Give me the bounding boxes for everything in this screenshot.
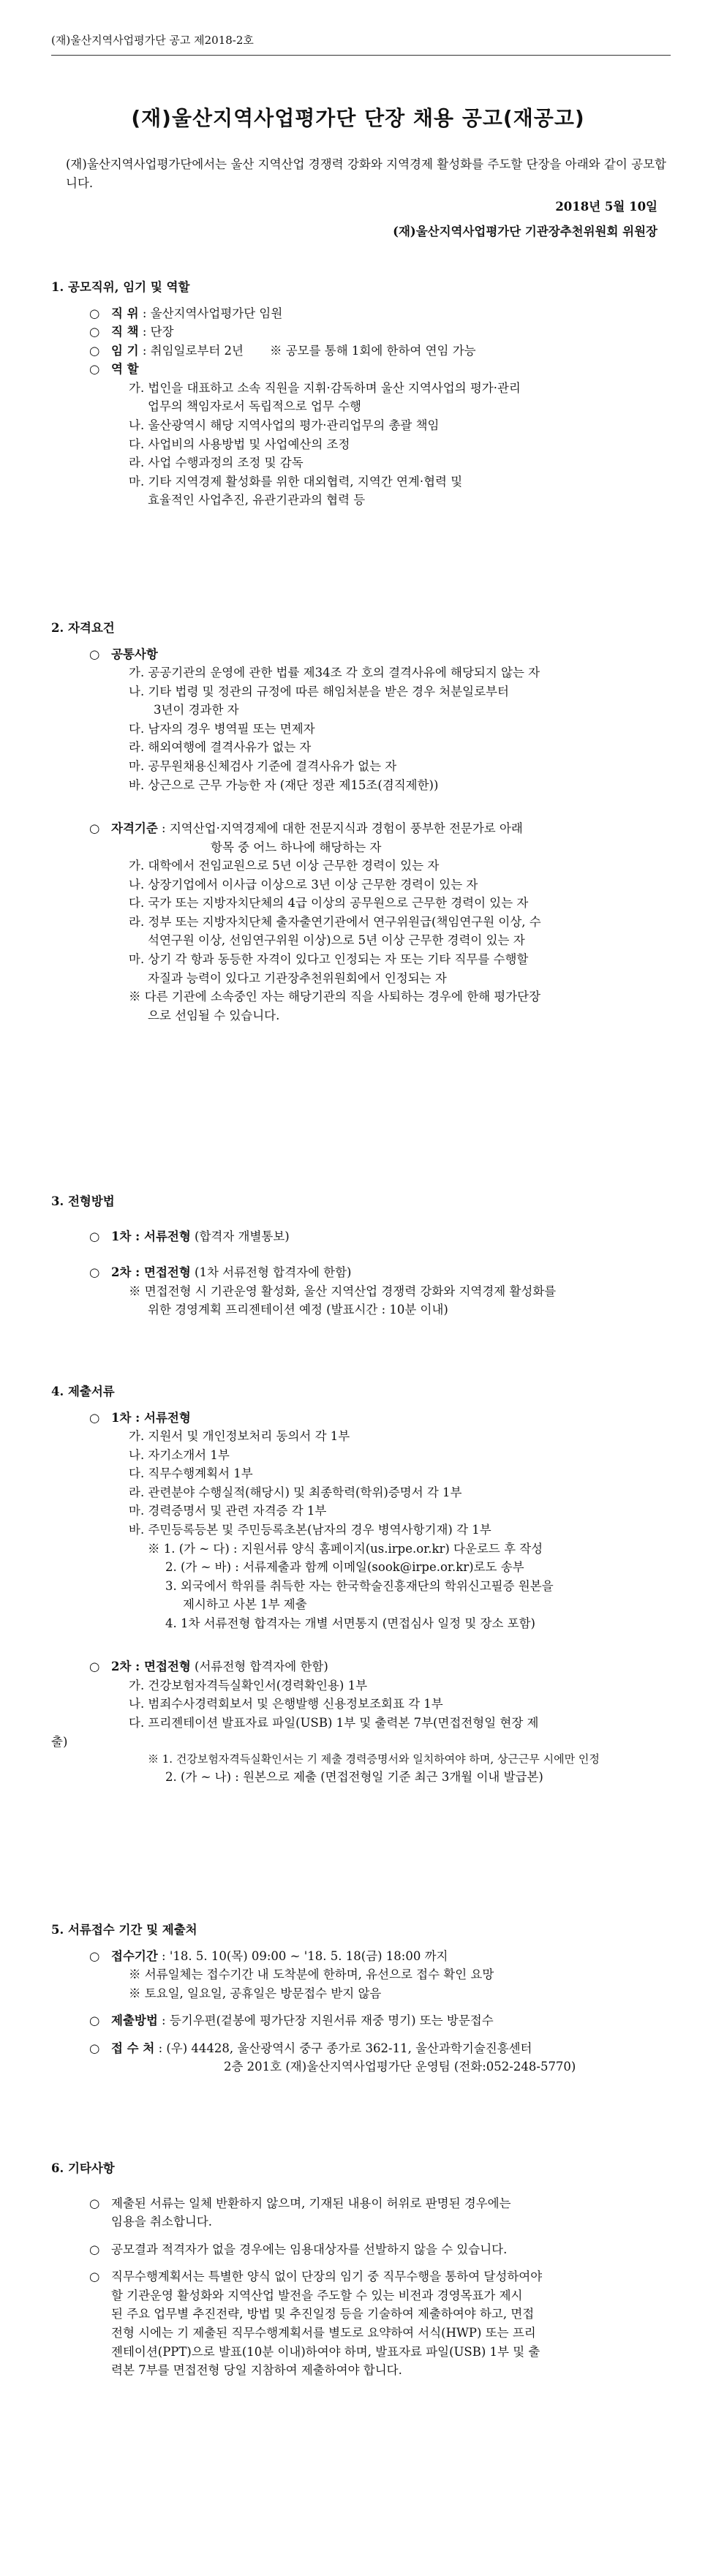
circle-bullet-icon: ○	[89, 821, 100, 836]
note-line: 2. (가 ~ 바) : 서류제출과 함께 이메일(sook@irpe.or.kr)로도 송부	[165, 1560, 524, 1575]
note-line: ※ 1. 건강보험자격득실확인서는 기 제출 경력증명서와 일치하여야 하며, 상근근무 시에만 인정	[148, 1752, 600, 1766]
list-item: 마. 경력증명서 및 관련 자격증 각 1부	[129, 1504, 327, 1518]
other-item-3-cont: 력본 7부를 면접전형 당일 지참하여 제출하여야 합니다.	[111, 2363, 402, 2378]
other-item-3-cont: 젠테이션(PPT)으로 발표(10분 이내)하여야 하며, 발표자료 파일(USB) 1부 및 출	[111, 2344, 540, 2359]
qualification-row: ○ 자격기준 : 지역산업·지역경제에 대한 전문지식과 경험이 풍부한 전문가로 아래	[89, 819, 669, 838]
circle-bullet-icon: ○	[89, 2242, 100, 2256]
other-item-3-cont: 된 주요 업무별 추진전략, 방법 및 추진일정 등을 기술하여 제출하여야 하고, 면접	[111, 2307, 535, 2321]
list-item: 바. 주민등록등본 및 주민등록초본(남자의 경우 병역사항기재) 각 1부	[129, 1522, 491, 1537]
note-line: 위한 경영계획 프리젠테이션 예정 (발표시간 : 10분 이내)	[148, 1303, 448, 1317]
circle-bullet-icon: ○	[89, 1660, 100, 1674]
section-other	[51, 2159, 669, 2380]
other-item-1: ○ 제출된 서류는 일체 반환하지 않으며, 기재된 내용이 허위로 판명된 경우에는	[89, 2194, 669, 2213]
period-row: ○ 접수기간 : '18. 5. 10(목) 09:00 ~ '18. 5. 18(금) 18:00 까지	[89, 1947, 669, 1966]
note-line: 제시하고 사본 1부 제출	[183, 1597, 307, 1612]
note-line: ※ 1. (가 ~ 다) : 지원서류 양식 홈페이지(us.irpe.or.kr) 다운로드 후 작성	[148, 1541, 543, 1556]
second-stage-docs-row: ○ 2차 : 면접전형 (서류전형 합격자에 한함)	[89, 1657, 669, 1676]
position-row: ○ 직 위 : 울산지역사업평가단 임원	[89, 304, 669, 323]
notice-number: (재)울산지역사업평가단 공고 제2018-2호	[51, 32, 671, 56]
list-item: 가. 건강보험자격득실확인서(경력확인용) 1부	[129, 1678, 368, 1692]
list-item: 바. 상근으로 근무 가능한 자 (재단 정관 제15조(겸직제한))	[129, 777, 439, 792]
list-item: 나. 기타 법령 및 정관의 규정에 따른 해임처분을 받은 경우 처분일로부터	[129, 684, 509, 698]
list-item: 마. 기타 지역경제 활성화를 위한 대외협력, 지역간 연계·협력 및	[129, 474, 463, 489]
list-item: 라. 관련분야 수행실적(해당시) 및 최종학력(학위)증명서 각 1부	[129, 1485, 462, 1499]
list-item: 라. 정부 또는 지방자치단체 출자출연기관에서 연구위원급(책임연구원 이상, 수	[129, 914, 541, 929]
notice-date: 2018년 5월 10일	[555, 200, 657, 214]
list-item: 가. 지원서 및 개인정보처리 동의서 각 1부	[129, 1429, 350, 1444]
second-stage-row: ○ 2차 : 면접전형 (1차 서류전형 합격자에 한함)	[89, 1263, 669, 1282]
intro-paragraph: (재)울산지역사업평가단에서는 울산 지역산업 경쟁력 강화와 지역경제 활성화를 주도할 단장을 아래와 같이 공모합니다.	[66, 157, 666, 190]
section-title: 2. 자격요건	[51, 621, 115, 635]
list-item: 다. 사업비의 사용방법 및 사업예산의 조정	[129, 437, 350, 451]
section-selection	[51, 1192, 669, 1319]
other-item-3-cont: 전형 시에는 기 제출된 직무수행계획서를 별도로 요약하여 서식(HWP) 또는 프리	[111, 2325, 536, 2340]
list-item: 가. 공공기관의 운영에 관한 법률 제34조 각 호의 결격사유에 해당되지 않는 자	[129, 666, 540, 680]
list-item: 가. 법인을 대표하고 소속 직원을 지휘·감독하며 울산 지역사업의 평가·관리	[129, 380, 521, 395]
circle-bullet-icon: ○	[89, 2270, 100, 2284]
signature-line: (재)울산지역사업평가단 기관장추천위원회 위원장	[393, 225, 657, 238]
circle-bullet-icon: ○	[89, 306, 100, 320]
circle-bullet-icon: ○	[89, 2196, 100, 2210]
note-line: 3. 외국에서 학위를 취득한 자는 한국학술진흥재단의 학위신고필증 원본을	[165, 1578, 554, 1593]
circle-bullet-icon: ○	[89, 1410, 100, 1425]
list-item: 다. 직무수행계획서 1부	[129, 1466, 253, 1481]
destination-row: ○ 접 수 처 : (우) 44428, 울산광역시 중구 종가로 362-11, 울산과학기술진흥센터	[89, 2039, 669, 2058]
first-stage-row: ○ 1차 : 서류전형 (합격자 개별통보)	[89, 1227, 669, 1246]
list-item: 나. 울산광역시 해당 지역사업의 평가·관리업무의 총괄 책임	[129, 418, 440, 432]
common-row: ○ 공통사항	[89, 645, 669, 664]
list-item: 석연구원 이상, 선임연구위원 이상)으로 5년 이상 근무한 경력이 있는 자	[148, 933, 525, 948]
list-item: 다. 프리젠테이션 발표자료 파일(USB) 1부 및 출력본 7부(면접전형일 현장 제	[129, 1716, 539, 1730]
note-line: ※ 서류일체는 접수기간 내 도착분에 한하며, 유선으로 접수 확인 요망	[129, 1967, 494, 1982]
document-title: (재)울산지역사업평가단 단장 채용 공고(재공고)	[131, 106, 585, 130]
other-item-2: ○ 공모결과 적격자가 없을 경우에는 임용대상자를 선발하지 않을 수 있습니다.	[89, 2240, 669, 2259]
list-item: 다. 국가 또는 지방자치단체의 4급 이상의 공무원으로 근무한 경력이 있는 자	[129, 896, 529, 911]
circle-bullet-icon: ○	[89, 647, 100, 661]
other-item-1-cont: 임용을 취소합니다.	[111, 2215, 213, 2229]
note-line: ※ 토요일, 일요일, 공휴일은 방문접수 받지 않음	[129, 1986, 382, 2000]
section-title: 4. 제출서류	[51, 1385, 115, 1398]
note-line: ※ 다른 기관에 소속중인 자는 해당기관의 직을 사퇴하는 경우에 한해 평가단장	[129, 990, 541, 1004]
circle-bullet-icon: ○	[89, 362, 100, 377]
list-item: 나. 범죄수사경력회보서 및 은행발행 신용정보조회표 각 1부	[129, 1697, 443, 1711]
list-item: 라. 사업 수행과정의 조정 및 감독	[129, 456, 304, 470]
circle-bullet-icon: ○	[89, 2014, 100, 2028]
role-row: ○ 역 할	[89, 360, 669, 379]
list-item: 나. 상장기업에서 이사급 이상으로 3년 이상 근무한 경력이 있는 자	[129, 877, 478, 892]
other-item-3: ○ 직무수행계획서는 특별한 양식 없이 단장의 임기 중 직무수행을 통하여 달성하여야	[89, 2267, 669, 2286]
section-documents	[51, 1382, 669, 1787]
note-line: 4. 1차 서류전형 합격자는 개별 서면통지 (면접심사 일정 및 장소 포함)	[165, 1616, 535, 1630]
first-stage-docs-row: ○ 1차 : 서류전형	[89, 1409, 669, 1428]
circle-bullet-icon: ○	[89, 1948, 100, 1963]
list-item: 효율적인 사업추진, 유관기관과의 협력 등	[148, 493, 366, 508]
circle-bullet-icon: ○	[89, 325, 100, 339]
section-submission	[51, 1921, 669, 2076]
section-title: 3. 전형방법	[51, 1194, 115, 1208]
term-row: ○ 임 기 : 취임일로부터 2년 ※ 공모를 통해 1회에 한하여 연임 가능	[89, 342, 669, 361]
destination-cont: 2층 201호 (재)울산지역사업평가단 운영팀 (전화:052-248-5770)	[224, 2060, 576, 2074]
list-item: 출)	[51, 1734, 68, 1749]
list-item: 업무의 책임자로서 독립적으로 업무 수행	[148, 399, 361, 414]
section-qualifications	[51, 619, 669, 1025]
note-line: 으로 선임될 수 있습니다.	[148, 1008, 280, 1023]
list-item: 라. 해외여행에 결격사유가 없는 자	[129, 740, 312, 755]
list-item: 마. 상기 각 항과 동등한 자격이 있다고 인정되는 자 또는 기타 직무를 수행할	[129, 952, 529, 966]
section-title: 5. 서류접수 기간 및 제출처	[51, 1923, 197, 1937]
list-item: 나. 자기소개서 1부	[129, 1447, 230, 1462]
section-title: 6. 기타사항	[51, 2161, 115, 2175]
other-item-3-cont: 할 기관운영 활성화와 지역산업 발전을 주도할 수 있는 비전과 경영목표가 제시	[111, 2288, 523, 2302]
list-item: 3년이 경과한 자	[154, 703, 239, 718]
list-item: 마. 공무원채용신체검사 기준에 결격사유가 없는 자	[129, 758, 397, 773]
note-line: 2. (가 ~ 나) : 원본으로 제출 (면접전형일 기준 최근 3개월 이내 발급본)	[165, 1770, 543, 1785]
circle-bullet-icon: ○	[89, 343, 100, 358]
section-title: 1. 공모직위, 임기 및 역할	[51, 280, 190, 294]
circle-bullet-icon: ○	[89, 1265, 100, 1280]
list-item: 다. 남자의 경우 병역필 또는 면제자	[129, 721, 315, 736]
qualification-intro-cont: 항목 중 어느 하나에 해당하는 자	[211, 840, 382, 854]
circle-bullet-icon: ○	[89, 2041, 100, 2055]
note-line: ※ 면접전형 시 기관운영 활성화, 울산 지역산업 경쟁력 강화와 지역경제 활성화를	[129, 1284, 557, 1298]
list-item: 자질과 능력이 있다고 기관장추천위원회에서 인정되는 자	[148, 971, 447, 985]
rank-row: ○ 직 책 : 단장	[89, 323, 669, 342]
section-position	[51, 278, 669, 510]
circle-bullet-icon: ○	[89, 1229, 100, 1243]
list-item: 가. 대학에서 전임교원으로 5년 이상 근무한 경력이 있는 자	[129, 859, 440, 873]
method-row: ○ 제출방법 : 등기우편(겉봉에 평가단장 지원서류 재중 명기) 또는 방문접수	[89, 2011, 669, 2030]
